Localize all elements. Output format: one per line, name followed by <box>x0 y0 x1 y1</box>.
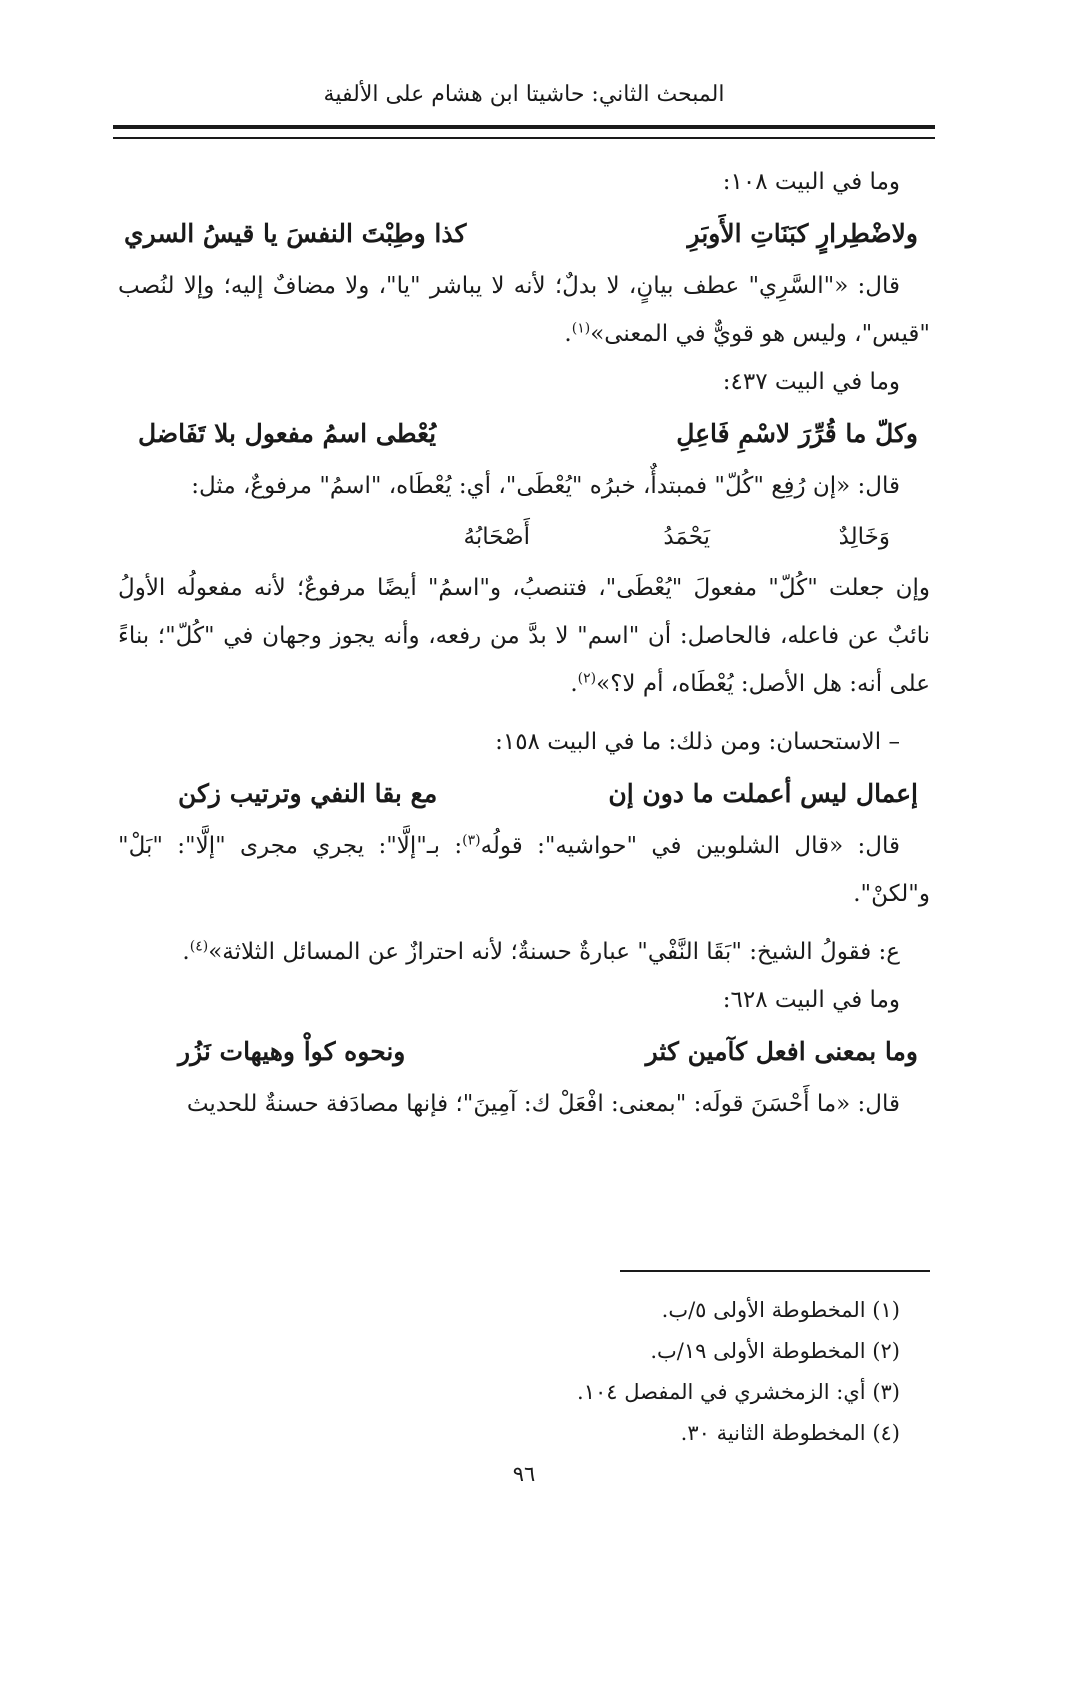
footnote-ref: (١) <box>571 320 591 337</box>
verse-line <box>118 206 930 262</box>
footnote-separator <box>620 1270 930 1272</box>
verse-first-hemistich: وما بمعنى افعل كآمين كثر <box>645 1037 918 1066</box>
verse-second-hemistich: يُعْطى اسمُ مفعول بلا تَفَاضل <box>138 419 437 448</box>
paragraph-text: قال: «"السَّرِي" عطف بيانٍ، لا بدلٌ؛ لأنه لا يباشر "يا"، ولا مضافٌ إليه؛ وإلا لنُصب "قيس"، وليس هو قويٌّ في المعنى» <box>118 273 930 347</box>
example-word: يَحْمَدُ <box>663 524 710 550</box>
paragraph: – الاستحسان: ومن ذلك: ما في البيت ١٥٨: <box>495 729 900 755</box>
verse-line <box>118 1024 930 1080</box>
example-word: وَخَالِدٌ <box>838 524 890 550</box>
paragraph: وما في البيت ٦٢٨: <box>722 987 900 1013</box>
paragraph <box>118 822 930 918</box>
paragraph <box>118 928 930 976</box>
paragraph-text: قال: «قال الشلوبين في "حواشيه": قولُه <box>480 833 900 859</box>
example-line <box>118 510 930 564</box>
verse-line <box>118 766 930 822</box>
example-word: أَصْحَابُهُ <box>463 524 530 550</box>
paragraph: وما في البيت ٤٣٧: <box>722 369 900 395</box>
running-header: المبحث الثاني: حاشيتا ابن هشام على الألفية <box>323 82 725 107</box>
paragraph: قال: «ما أَحْسَنَ قولَه: "بمعنى: افْعَلْ ك: آمِينَ"؛ فإنها مصادَفة حسنةٌ للحديث <box>186 1091 900 1117</box>
footnote-ref: (٣) <box>462 832 481 849</box>
footnotes <box>118 1290 930 1454</box>
header-rule-thin <box>113 137 935 139</box>
verse-second-hemistich: كذا وطِبْتَ النفسَ يا قيسُ السري <box>124 219 467 248</box>
paragraph: وما في البيت ١٠٨: <box>722 169 900 195</box>
verse-second-hemistich: ونحوه كواْ وهيهات نَزُر <box>178 1037 406 1066</box>
paragraph-end: . <box>564 321 572 347</box>
page-number: ٩٦ <box>512 1462 536 1486</box>
verse-first-hemistich: وكلّ ما قُرِّرَ لاسْمِ فَاعِلِ <box>676 419 918 448</box>
footnote: (٣) أي: الزمخشري في المفصل ١٠٤. <box>577 1380 900 1404</box>
verse-first-hemistich: إعمال ليس أعملت ما دون إن <box>608 779 918 808</box>
footnote: (٤) المخطوطة الثانية ٣٠. <box>680 1421 900 1445</box>
paragraph <box>118 262 930 358</box>
verse-second-hemistich: مع بقا النفي وترتيب زكن <box>178 779 438 808</box>
verse-line <box>118 406 930 462</box>
footnote-ref: (٤) <box>189 938 209 955</box>
paragraph-text: ع: فقولُ الشيخ: "بَقَا النَّفْي" عبارةٌ حسنةٌ؛ لأنه احترازٌ عن المسائل الثلاثة» <box>208 939 900 965</box>
header-rule-thick <box>113 125 935 129</box>
paragraph-text: : بـ"إلَّا": يجري مجرى "إلَّا": "بَلْ" و"لكنْ". <box>118 833 930 907</box>
footnote: (١) المخطوطة الأولى ٥/ب. <box>661 1298 900 1322</box>
footnote-ref: (٢) <box>577 670 597 687</box>
paragraph-text: وإن جعلت "كُلّ" مفعولَ "يُعْطَى"، فتنصبُ، و"اسمُ" أيضًا مرفوعٌ؛ لأنه مفعولُه الأولُ نائبٌ عن فاعله، فالحاصل: أن "اسم" لا بدَّ من رفعه، وأنه يجوز وجهان في "كُلّ"؛ بناءً على أنه: هل الأصل: يُعْطَاه، أم لا؟» <box>118 575 931 697</box>
footnote: (٢) المخطوطة الأولى ١٩/ب. <box>650 1339 900 1363</box>
verse-first-hemistich: ولاضْطِرارٍ كبَنَاتِ الأَوبَرِ <box>687 219 918 248</box>
paragraph-end: . <box>570 671 578 697</box>
main-text <box>118 158 930 1128</box>
paragraph <box>118 564 930 708</box>
paragraph-end: . <box>182 939 190 965</box>
paragraph: قال: «إن رُفِع "كُلّ" فمبتدأٌ، خبرُه "يُعْطَى"، أي: يُعْطَاه، "اسمُ" مرفوعٌ، مثل: <box>191 473 900 499</box>
